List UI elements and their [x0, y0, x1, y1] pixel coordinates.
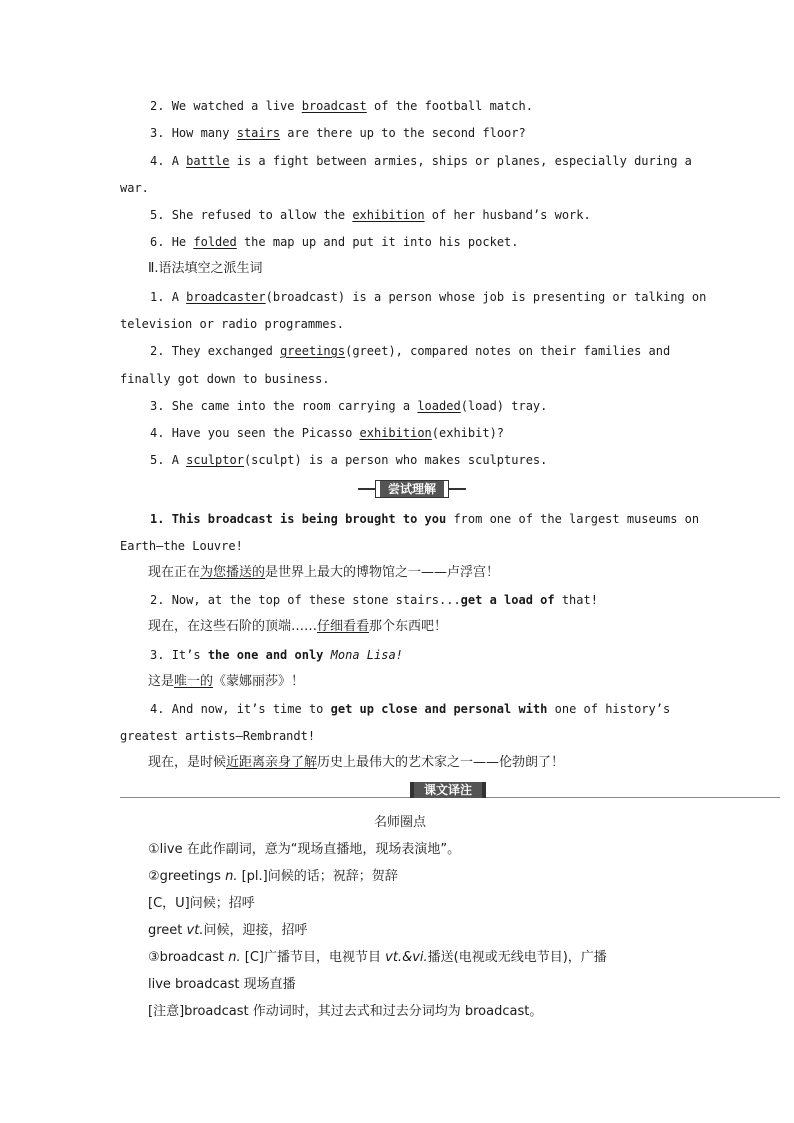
try-sentence-3: [150, 647, 710, 663]
section-tab-notes: 课文译注: [410, 782, 486, 798]
sentence-text: [323, 648, 330, 662]
note-3: [148, 950, 708, 966]
note-3-attention: [注意]broadcast 作动词时，其过去式和过去分词均为 broadcast。: [148, 1004, 543, 1019]
note-2-greet: [148, 923, 708, 939]
translation-highlight: 唯一的: [174, 674, 214, 689]
key-phrase: This broadcast is being brought to you: [171, 512, 447, 526]
part-of-speech: n.: [228, 950, 241, 965]
sentence-text: They exchanged: [171, 344, 281, 358]
item-number: 4.: [150, 154, 165, 168]
translation-text: 是世界上最大的博物馆之一——卢浮宫！: [265, 565, 500, 580]
answer-word: exhibition: [359, 426, 432, 440]
answer-word: folded: [193, 235, 237, 249]
try-translation-2: [148, 619, 708, 635]
sentence-text: A: [171, 290, 187, 304]
item-number: 5.: [150, 453, 165, 467]
note-text: [pl.]问候的话；祝辞；贺辞: [237, 869, 398, 884]
note-text: 问候，迎接，招呼: [203, 923, 308, 938]
sentence-text: He: [171, 235, 194, 249]
sentence-text: It’s: [171, 648, 208, 662]
part-of-speech: vt.&vi.: [385, 950, 428, 965]
sentence-text: (sculpt) is a person who makes sculptures.: [243, 453, 548, 467]
sentence-text: (broadcast) is a person whose job is presenting or talking on: [265, 290, 707, 304]
translation-highlight: 近距离亲身了解: [226, 755, 318, 770]
try-translation-3: [148, 674, 708, 690]
derivative-sentence-1-cont: television or radio programmes.: [120, 317, 344, 331]
try-translation-1: [148, 565, 708, 581]
sentence-text: She refused to allow the: [171, 208, 353, 222]
item-number: 3.: [150, 648, 165, 662]
sentence-text: And now, it’s time to: [171, 702, 331, 716]
note-text: [C]广播节目，电视节目: [240, 950, 386, 965]
sentence-text: from one of the largest museums on: [446, 512, 700, 526]
try-sentence-1: [150, 511, 700, 527]
part-of-speech: n.: [225, 869, 238, 884]
sentence-text: (exhibit)?: [431, 426, 505, 440]
sentence-text: A: [171, 453, 187, 467]
vocab-sentence-4-cont: war.: [120, 181, 149, 195]
notes-subtitle: 名师圈点: [373, 815, 426, 830]
translation-text: 历史上最伟大的艺术家之一——伦勃朗了！: [317, 755, 565, 770]
note-2-sense: [C，U]问候；招呼: [148, 896, 255, 911]
derivative-sentence-2: [150, 343, 674, 359]
sentence-text: How many: [171, 126, 237, 140]
italic-title: Mona Lisa!: [330, 648, 403, 662]
sentence-text: Have you seen the Picasso: [171, 426, 360, 440]
sentence-text: Now, at the top of these stone stairs...: [171, 593, 461, 607]
item-number: 5.: [150, 208, 165, 222]
key-phrase: the one and only: [207, 648, 324, 662]
item-number: 1.: [150, 512, 165, 526]
answer-word: broadcaster: [186, 290, 266, 304]
answer-word: greetings: [280, 344, 346, 358]
try-sentence-4: [150, 701, 674, 717]
try-sentence-2: [150, 592, 710, 608]
item-number: 2.: [150, 593, 165, 607]
banner-label: 尝试理解: [376, 481, 448, 497]
translation-text: 现在正在: [148, 565, 201, 580]
answer-word: exhibition: [352, 208, 425, 222]
try-sentence-4-cont: greatest artists—Rembrandt!: [120, 729, 316, 743]
sentence-text: of the football match.: [366, 99, 533, 113]
note-text: ②greetings: [148, 869, 226, 884]
translation-text: 《蒙娜丽莎》！: [213, 674, 305, 689]
answer-word: loaded: [417, 399, 461, 413]
vocab-sentence-4: [150, 153, 710, 169]
note-3-phrase: live broadcast 现场直播: [148, 977, 296, 992]
note-text: ③broadcast: [148, 950, 229, 965]
sentence-text: the map up and put it into his pocket.: [236, 235, 519, 249]
derivative-sentence-4: [150, 425, 710, 441]
item-number: 2.: [150, 99, 165, 113]
sentence-text: She came into the room carrying a: [171, 399, 418, 413]
key-phrase: get up close and personal with: [330, 702, 548, 716]
note-text: 播送(电视或无线电节目)，广播: [427, 950, 607, 965]
item-number: 3.: [150, 126, 165, 140]
key-phrase: get a load of: [460, 593, 555, 607]
sentence-text: one of history’s: [547, 702, 671, 716]
translation-text: 现在，在这些石阶的顶端……: [148, 619, 318, 634]
translation-highlight: 仔细看看: [317, 619, 370, 634]
answer-word: battle: [186, 154, 230, 168]
derivative-sentence-3: [150, 398, 710, 414]
vocab-sentence-3: [150, 125, 710, 141]
note-1: ①live 在此作副词，意为“现场直播地，现场表演地”。: [148, 842, 461, 857]
sentence-text: (greet), compared notes on their families and: [345, 344, 671, 358]
item-number: 1.: [150, 290, 165, 304]
derivative-sentence-1: [150, 289, 707, 305]
part-of-speech: vt.: [186, 923, 204, 938]
answer-word: sculptor: [186, 453, 244, 467]
sentence-text: is a fight between armies, ships or planes, especially during a: [229, 154, 692, 168]
item-number: 2.: [150, 344, 165, 358]
sentence-text: A: [171, 154, 187, 168]
vocab-sentence-5: [150, 207, 710, 223]
note-2: [148, 869, 708, 885]
translation-text: 这是: [148, 674, 175, 689]
translation-highlight: 为您播送的: [200, 565, 266, 580]
vocab-sentence-6: [150, 234, 710, 250]
section-heading-derivatives: Ⅱ.语法填空之派生词: [148, 261, 263, 276]
section-banner-try: [358, 481, 466, 497]
item-number: 4.: [150, 702, 165, 716]
note-text: greet: [148, 923, 187, 938]
translation-text: 那个东西吧！: [369, 619, 448, 634]
try-sentence-1-cont: Earth—the Louvre!: [120, 539, 243, 553]
sentence-text: of her husband’s work.: [424, 208, 591, 222]
item-number: 4.: [150, 426, 165, 440]
item-number: 3.: [150, 399, 165, 413]
try-translation-4: [148, 755, 708, 771]
item-number: 6.: [150, 235, 165, 249]
sentence-text: We watched a live: [171, 99, 302, 113]
derivative-sentence-2-cont: finally got down to business.: [120, 372, 330, 386]
derivative-sentence-5: [150, 452, 710, 468]
translation-text: 现在，是时候: [148, 755, 227, 770]
vocab-sentence-2: [150, 98, 710, 114]
sentence-text: (load) tray.: [460, 399, 548, 413]
answer-word: broadcast: [301, 99, 367, 113]
sentence-text: are there up to the second floor?: [280, 126, 526, 140]
answer-word: stairs: [236, 126, 281, 140]
sentence-text: that!: [554, 593, 598, 607]
